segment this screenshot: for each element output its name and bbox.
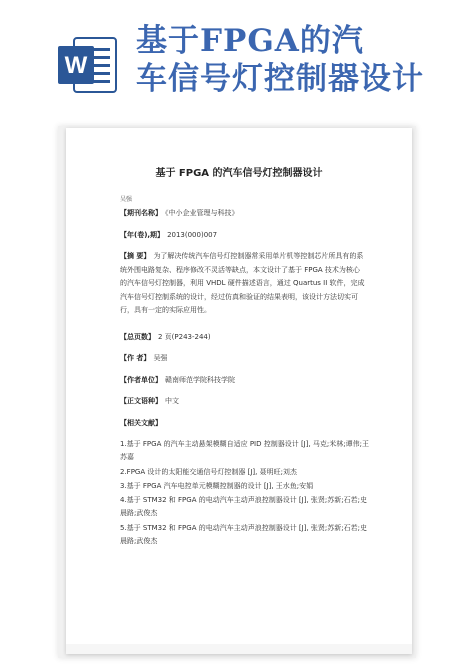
journal-value: 《中小企业管理与科技》 <box>165 209 239 217</box>
pages-value: 2 页(P243-244) <box>158 333 211 341</box>
pages-field <box>120 331 365 345</box>
language-label: 【正文语种】 <box>120 397 162 405</box>
banner-title <box>136 22 466 98</box>
pages-label: 【总页数】 <box>120 333 155 341</box>
banner-title-line-2: 车信号灯控制器设计 <box>136 61 424 97</box>
reference-item-3: 3.基于 FPGA 汽车电控单元模糊控制器的设计 [J], 王水鱼;安娟 <box>120 482 314 490</box>
abstract-label: 【摘 要】 <box>120 252 151 260</box>
journal-label: 【期刊名称】 <box>120 209 162 217</box>
references-field <box>120 417 365 431</box>
reference-item-1: 1.基于 FPGA 的汽车主动悬架模糊自适应 PID 控制器设计 [J], 马克;米林;谭伟;王苏嘉 <box>120 440 369 461</box>
abstract-value: 为了解决传统汽车信号灯控制器常采用单片机等控制芯片所具有的系统外围电路复杂、程序修改不灵活等缺点，本文设计了基于 FPGA 技术为核心的汽车信号灯控制器，利用 VHDL 硬件描述语言，通过 Quartus II 软件，完成汽车信号灯控制系统的设计，经过仿真和验证的结果表明，该设计方法切实可行，具有一定的实际应用性。 <box>120 252 365 314</box>
year-value: 2013(000)007 <box>167 231 218 239</box>
reference-item-2: 2.FPGA 设计的太阳能交通信号灯控制器 [J], 聂明旺;刘杰 <box>120 468 297 476</box>
word-document-icon <box>56 34 118 96</box>
sheet-footer-strip <box>66 644 412 654</box>
abstract-field <box>120 250 365 318</box>
banner-title-line-1: 基于FPGA的汽 <box>136 23 364 59</box>
author-field <box>120 352 365 366</box>
document-page <box>66 128 412 654</box>
language-field <box>120 395 365 409</box>
header-banner <box>0 0 474 120</box>
year-label: 【年(卷),期】 <box>120 231 165 239</box>
org-field <box>120 374 365 388</box>
references-label: 【相关文献】 <box>120 419 162 427</box>
year-field <box>120 229 365 243</box>
reference-item-5: 5.基于 STM32 和 FPGA 的电动汽车主动声浪控制器设计 [J], 张贤;苏新;石若;史晨路;武俊杰 <box>120 524 367 545</box>
journal-field <box>120 207 365 221</box>
language-value: 中文 <box>165 397 179 405</box>
reference-item-4: 4.基于 STM32 和 FPGA 的电动汽车主动声浪控制器设计 [J], 张贤;苏新;石若;史晨路;武俊杰 <box>120 496 367 517</box>
org-label: 【作者单位】 <box>120 376 162 384</box>
author-name-top: 吴强 <box>120 196 133 203</box>
word-icon-letter: W <box>64 52 88 79</box>
org-value: 赣南师范学院科技学院 <box>165 376 235 384</box>
author-label: 【作 者】 <box>120 354 151 362</box>
author-value: 吴强 <box>153 354 168 362</box>
document-title: 基于 FPGA 的汽车信号灯控制器设计 <box>155 168 323 179</box>
